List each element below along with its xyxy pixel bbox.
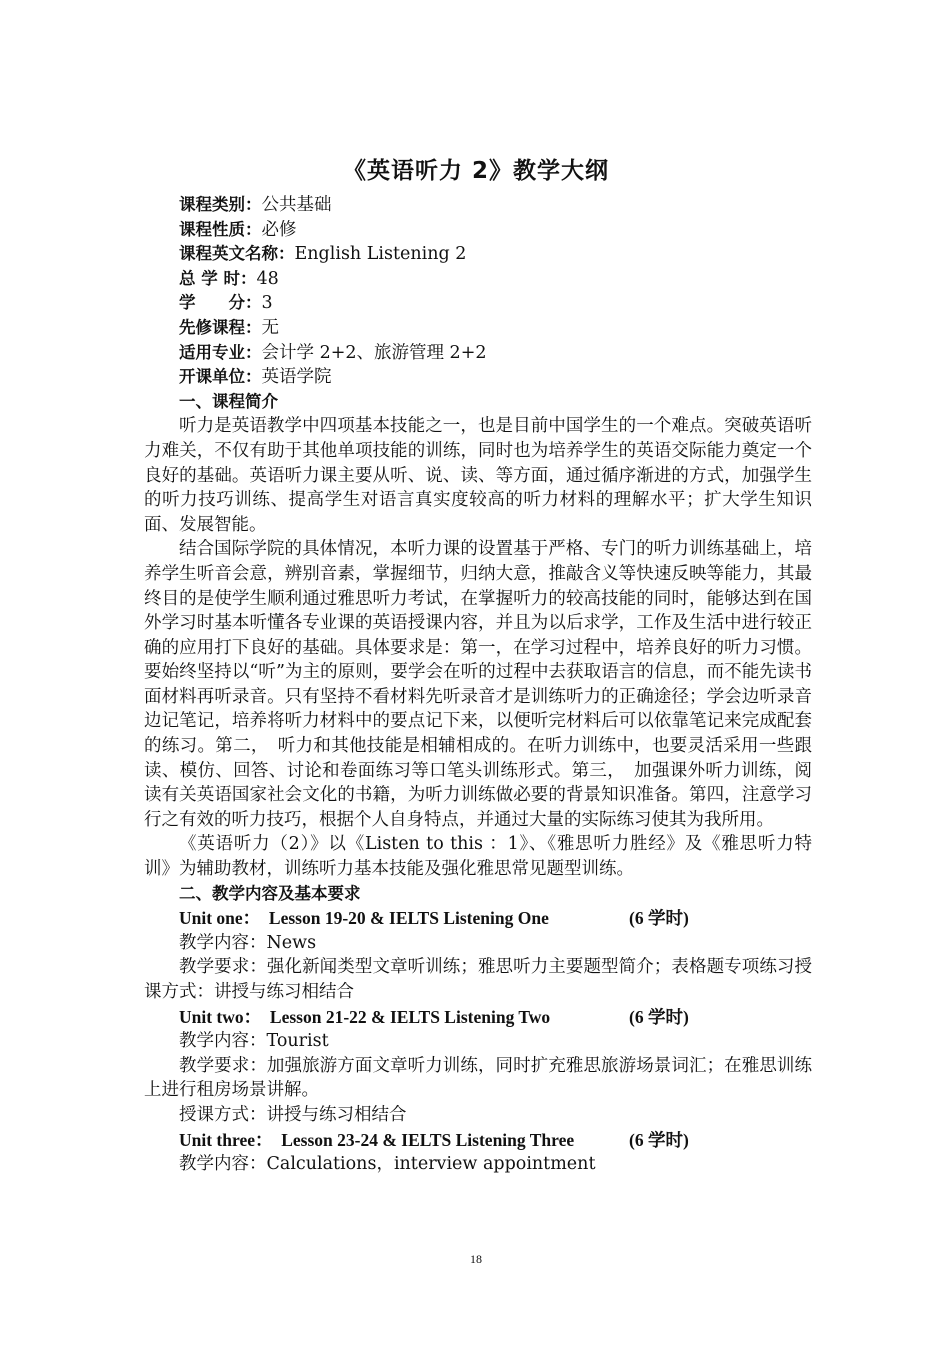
- unit-hours: (6 学时): [629, 908, 689, 929]
- info-label: 课程性质：: [179, 219, 262, 239]
- unit-hours: (6 学时): [629, 1006, 689, 1027]
- info-row-total-hours: [144, 267, 812, 292]
- unit-method: 授课方式：讲授与练习相结合: [179, 1104, 407, 1125]
- unit-content: 教学内容：Calculations，interview appointment: [179, 1154, 596, 1175]
- intro-paragraph: 《英语听力（2）》以《Listen to this ：1》、《雅思听力胜经》及《雅思听力特训》为辅助教材，训练听力基本技能及强化雅思常见题型训练。: [144, 834, 812, 880]
- document-title: 《英语听力 2》教学大纲: [342, 158, 609, 184]
- info-value: 公共基础: [261, 195, 332, 215]
- info-value: 会计学 2+2、旅游管理 2+2: [261, 342, 487, 363]
- section-heading-content: 二、教学内容及基本要求: [179, 883, 361, 903]
- unit-title: [144, 906, 812, 931]
- unit-requirement: 教学要求：加强旅游方面文章听力训练，同时扩充雅思旅游场景词汇；在雅思训练上进行租房场景讲解。: [144, 1055, 812, 1101]
- unit-hours: (6 学时): [629, 1129, 689, 1150]
- unit-title-text: Unit three： Lesson 23-24 & IELTS Listening Three: [179, 1129, 575, 1150]
- unit-requirement: 教学要求：强化新闻类型文章听训练；雅思听力主要题型简介；表格题专项练习授课方式：讲授与练习相结合: [144, 957, 812, 1002]
- info-value: 必修: [261, 219, 297, 240]
- info-value: English Listening 2: [294, 244, 467, 265]
- info-row-english-name: [144, 242, 812, 267]
- intro-paragraph: 听力是英语教学中四项基本技能之一，也是目前中国学生的一个难点。突破英语听力难关，不仅有助于其他单项技能的训练，同时也为培养学生的英语交际能力奠定一个良好的基础。英语听力课主要从听、说、读、等方面，通过循序渐进的方式，加强学生的听力技巧训练、提高学生对语言真实度较高的听力材料的理解水平；扩大学生知识面、发展智能。: [144, 416, 812, 535]
- info-value: 48: [256, 268, 279, 289]
- unit-title: [144, 1005, 812, 1030]
- section-heading-intro: 一、课程简介: [179, 391, 278, 411]
- info-label: 学 分：: [179, 293, 262, 313]
- unit-title: [144, 1128, 812, 1153]
- info-value: 英语学院: [261, 367, 332, 388]
- info-label: 先修课程：: [179, 317, 262, 337]
- info-row-prerequisite: [144, 316, 812, 341]
- course-info-block: [144, 193, 812, 1177]
- page-number: 18: [470, 1252, 482, 1266]
- info-value: 无: [261, 317, 279, 338]
- unit-title-text: Unit one： Lesson 19-20 & IELTS Listening One: [179, 908, 549, 929]
- info-value: 3: [261, 293, 273, 314]
- info-label: 开课单位：: [179, 367, 262, 387]
- unit-title-text: Unit two： Lesson 21-22 & IELTS Listening Two: [179, 1006, 551, 1027]
- info-label: 课程英文名称：: [179, 244, 295, 264]
- info-row-credits: [144, 291, 812, 316]
- info-row-category: [144, 193, 812, 218]
- info-row-department: [144, 365, 812, 390]
- unit-content: 教学内容：Tourist: [179, 1031, 329, 1052]
- info-label: 总 学 时：: [179, 268, 257, 288]
- info-row-nature: [144, 218, 812, 243]
- unit-content: 教学内容：News: [179, 932, 317, 953]
- info-label: 适用专业：: [179, 342, 262, 362]
- info-row-majors: [144, 341, 812, 366]
- intro-paragraph: 结合国际学院的具体情况，本听力课的设置基于严格、专门的听力训练基础上，培养学生听音会意，辨别音素，掌握细节，归纳大意，推敲含义等快速反映等能力，其最终目的是使学生顺利通过雅思听力考试，在掌握听力的较高技能的同时，能够达到在国外学习时基本听懂各专业课的英语授课内容，并且为以后求学，工作及生活中进行较正确的应用打下良好的基础。具体要求是：第一，在学习过程中，培养良好的听力习惯。要始终坚持以“听”为主的原则，要学会在听的过程中去获取语言的信息，而不能先读书面材料再听录音。只有坚持不看材料先听录音才是训练听力的正确途径；学会边听录音边记笔记，培养将听力材料中的要点记下来，以便听完材料后可以依靠笔记来完成配套的练习。第二， 听力和其他技能是相辅相成的。在听力训练中，也要灵活采用一些跟读、模仿、回答、讨论和卷面练习等口笔头训练形式。第三， 加强课外听力训练，阅读有关英语国家社会文化的书籍，为听力训练做必要的背景知识准备。第四，注意学习行之有效的听力技巧，根据个人自身特点，并通过大量的实际练习使其为我所用。: [144, 539, 812, 830]
- info-label: 课程类别：: [179, 195, 262, 214]
